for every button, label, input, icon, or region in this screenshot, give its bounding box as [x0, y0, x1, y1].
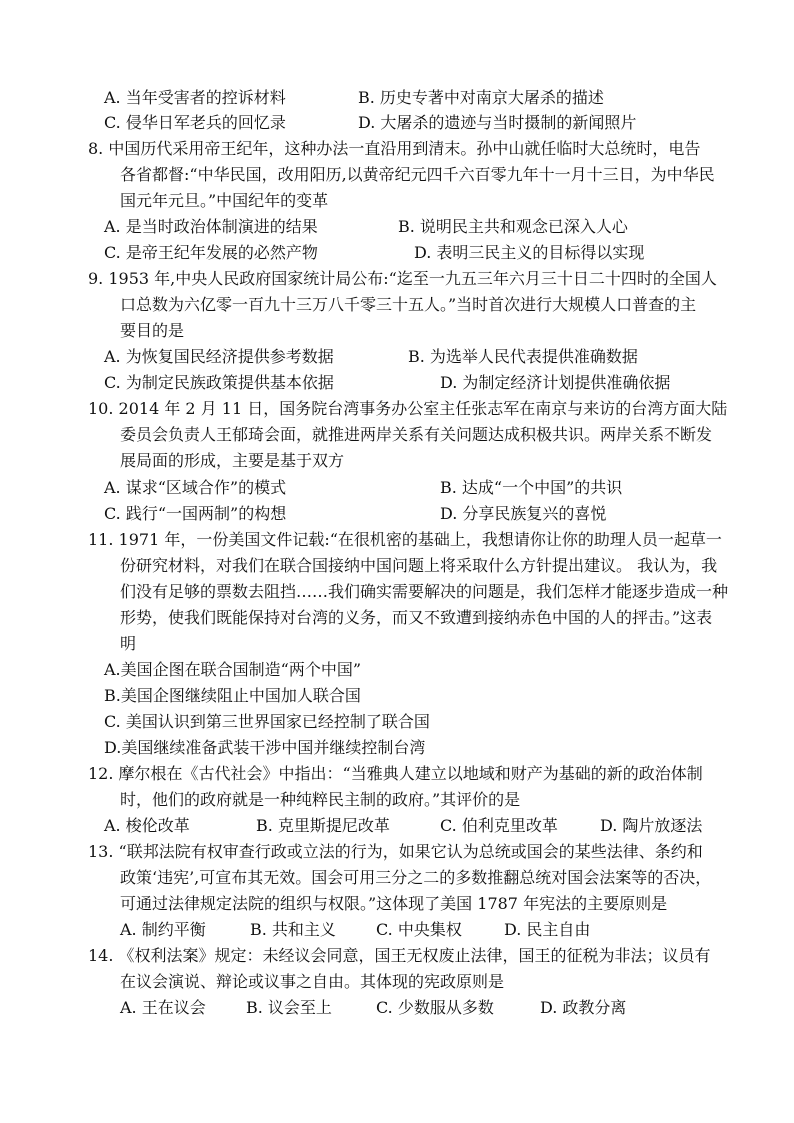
- option-a: A. 为恢复国民经济提供参考数据: [104, 347, 334, 366]
- question-stem-line: 8. 中国历代采用帝王纪年，这种办法一直沿用到清末。孙中山就任临时大总统时，电告: [88, 139, 701, 158]
- option-b: B. 议会至上: [246, 998, 332, 1017]
- option-d: D. 民主自由: [504, 920, 591, 939]
- option-a: A. 是当时政治体制演进的结果: [104, 217, 318, 236]
- question-stem-line: 政策‘违宪’,可宣布其无效。国会可用三分之二的多数推翻总统对国会法案等的否决，: [120, 868, 712, 887]
- option-d: D. 为制定经济计划提供准确依据: [440, 373, 671, 392]
- option-c: C. 少数服从多数: [376, 998, 494, 1017]
- option-a: A. 谋求“区域合作”的模式: [104, 478, 287, 497]
- option-b: B. 克里斯提尼改革: [256, 816, 390, 835]
- option-b: B. 历史专著中对南京大屠杀的描述: [358, 88, 604, 107]
- option-b: B. 共和主义: [250, 920, 336, 939]
- question-stem-line: 13. “联邦法院有权审查行政或立法的行为，如果它认为总统或国会的某些法律、条约和: [88, 842, 703, 861]
- option-d: D. 大屠杀的遗迹与当时摄制的新闻照片: [358, 113, 637, 132]
- option-a: A. 制约平衡: [120, 920, 206, 939]
- option-a: A. 梭伦改革: [104, 816, 190, 835]
- question-stem-line: 12. 摩尔根在《古代社会》中指出：“当雅典人建立以地域和财产为基础的新的政治体制: [88, 764, 703, 783]
- option-c: C. 中央集权: [376, 920, 462, 939]
- option-c: C. 伯利克里改革: [440, 816, 558, 835]
- option-c: C. 侵华日军老兵的回忆录: [104, 113, 286, 132]
- option-d: D. 分享民族复兴的喜悦: [440, 504, 607, 523]
- option-b: B. 达成“一个中国”的共识: [440, 478, 623, 497]
- option-a: A. 王在议会: [120, 998, 206, 1017]
- question-stem-line: 明: [120, 634, 137, 653]
- question-stem-line: 11. 1971 年，一份美国文件记载:“在很机密的基础上，我想请你让你的助理人员一起草一: [88, 530, 722, 549]
- question-stem-line: 展局面的形成，主要是基于双方: [120, 451, 345, 470]
- option-c: C. 美国认识到第三世界国家已经控制了联合国: [104, 712, 430, 731]
- question-stem-line: 10. 2014 年 2 月 11 日，国务院台湾事务办公室主任张志军在南京与来访的台湾方面大陆: [88, 399, 728, 418]
- question-stem-line: 9. 1953 年,中央人民政府国家统计局公布:“迄至一九五三年六月三十日二十四时的全国人: [88, 269, 717, 288]
- question-stem-line: 可通过法律规定法院的组织与权限。”这体现了美国 1787 年宪法的主要原则是: [120, 894, 668, 913]
- option-d: D. 政教分离: [540, 998, 627, 1017]
- option-d: D.美国继续准备武装干涉中国并继续控制台湾: [104, 738, 426, 757]
- option-c: C. 践行“一国两制”的构想: [104, 504, 287, 523]
- question-stem-line: 在议会演说、辩论或议事之自由。其体现的宪政原则是: [120, 972, 505, 991]
- question-stem-line: 形势，使我们既能保持对台湾的义务，而又不致遭到接纳赤色中国的人的抨击。”这表: [120, 608, 713, 627]
- option-d: D. 表明三民主义的目标得以实现: [414, 243, 645, 262]
- question-stem-line: 14. 《权利法案》规定：未经议会同意，国王无权废止法律，国王的征税为非法；议员有: [88, 946, 711, 965]
- question-stem-line: 各省都督:“中华民国，改用阳历,以黄帝纪元四千六百零九年十一月十三日，为中华民: [120, 165, 715, 184]
- question-stem-line: 时，他们的政府就是一种纯粹民主制的政府。”其评价的是: [120, 790, 521, 809]
- option-b: B.美国企图继续阻止中国加人联合国: [104, 686, 361, 705]
- option-c: C. 是帝王纪年发展的必然产物: [104, 243, 318, 262]
- question-stem-line: 要目的是: [120, 321, 185, 340]
- option-c: C. 为制定民族政策提供基本依据: [104, 373, 334, 392]
- option-d: D. 陶片放逐法: [600, 816, 703, 835]
- option-a: A.美国企图在联合国制造“两个中国”: [104, 660, 362, 679]
- option-b: B. 说明民主共和观念已深入人心: [398, 217, 628, 236]
- question-stem-line: 口总数为六亿零一百九十三万八千零三十五人。”当时首次进行大规模人口普查的主: [120, 295, 697, 314]
- option-b: B. 为选举人民代表提供准确数据: [408, 347, 638, 366]
- question-stem-line: 委员会负责人王郁琦会面，就推进两岸关系有关问题达成积极共识。两岸关系不断发: [120, 425, 713, 444]
- question-stem-line: 份研究材料，对我们在联合国接纳中国问题上将采取什么方针提出建议。 我认为，我: [120, 556, 718, 575]
- question-stem-line: 国元年元旦。”中国纪年的变革: [120, 191, 329, 210]
- option-a: A. 当年受害者的控诉材料: [104, 88, 286, 107]
- question-stem-line: 们没有足够的票数去阻挡……我们确实需要解决的问题是，我们怎样才能逐步造成一种: [120, 582, 729, 601]
